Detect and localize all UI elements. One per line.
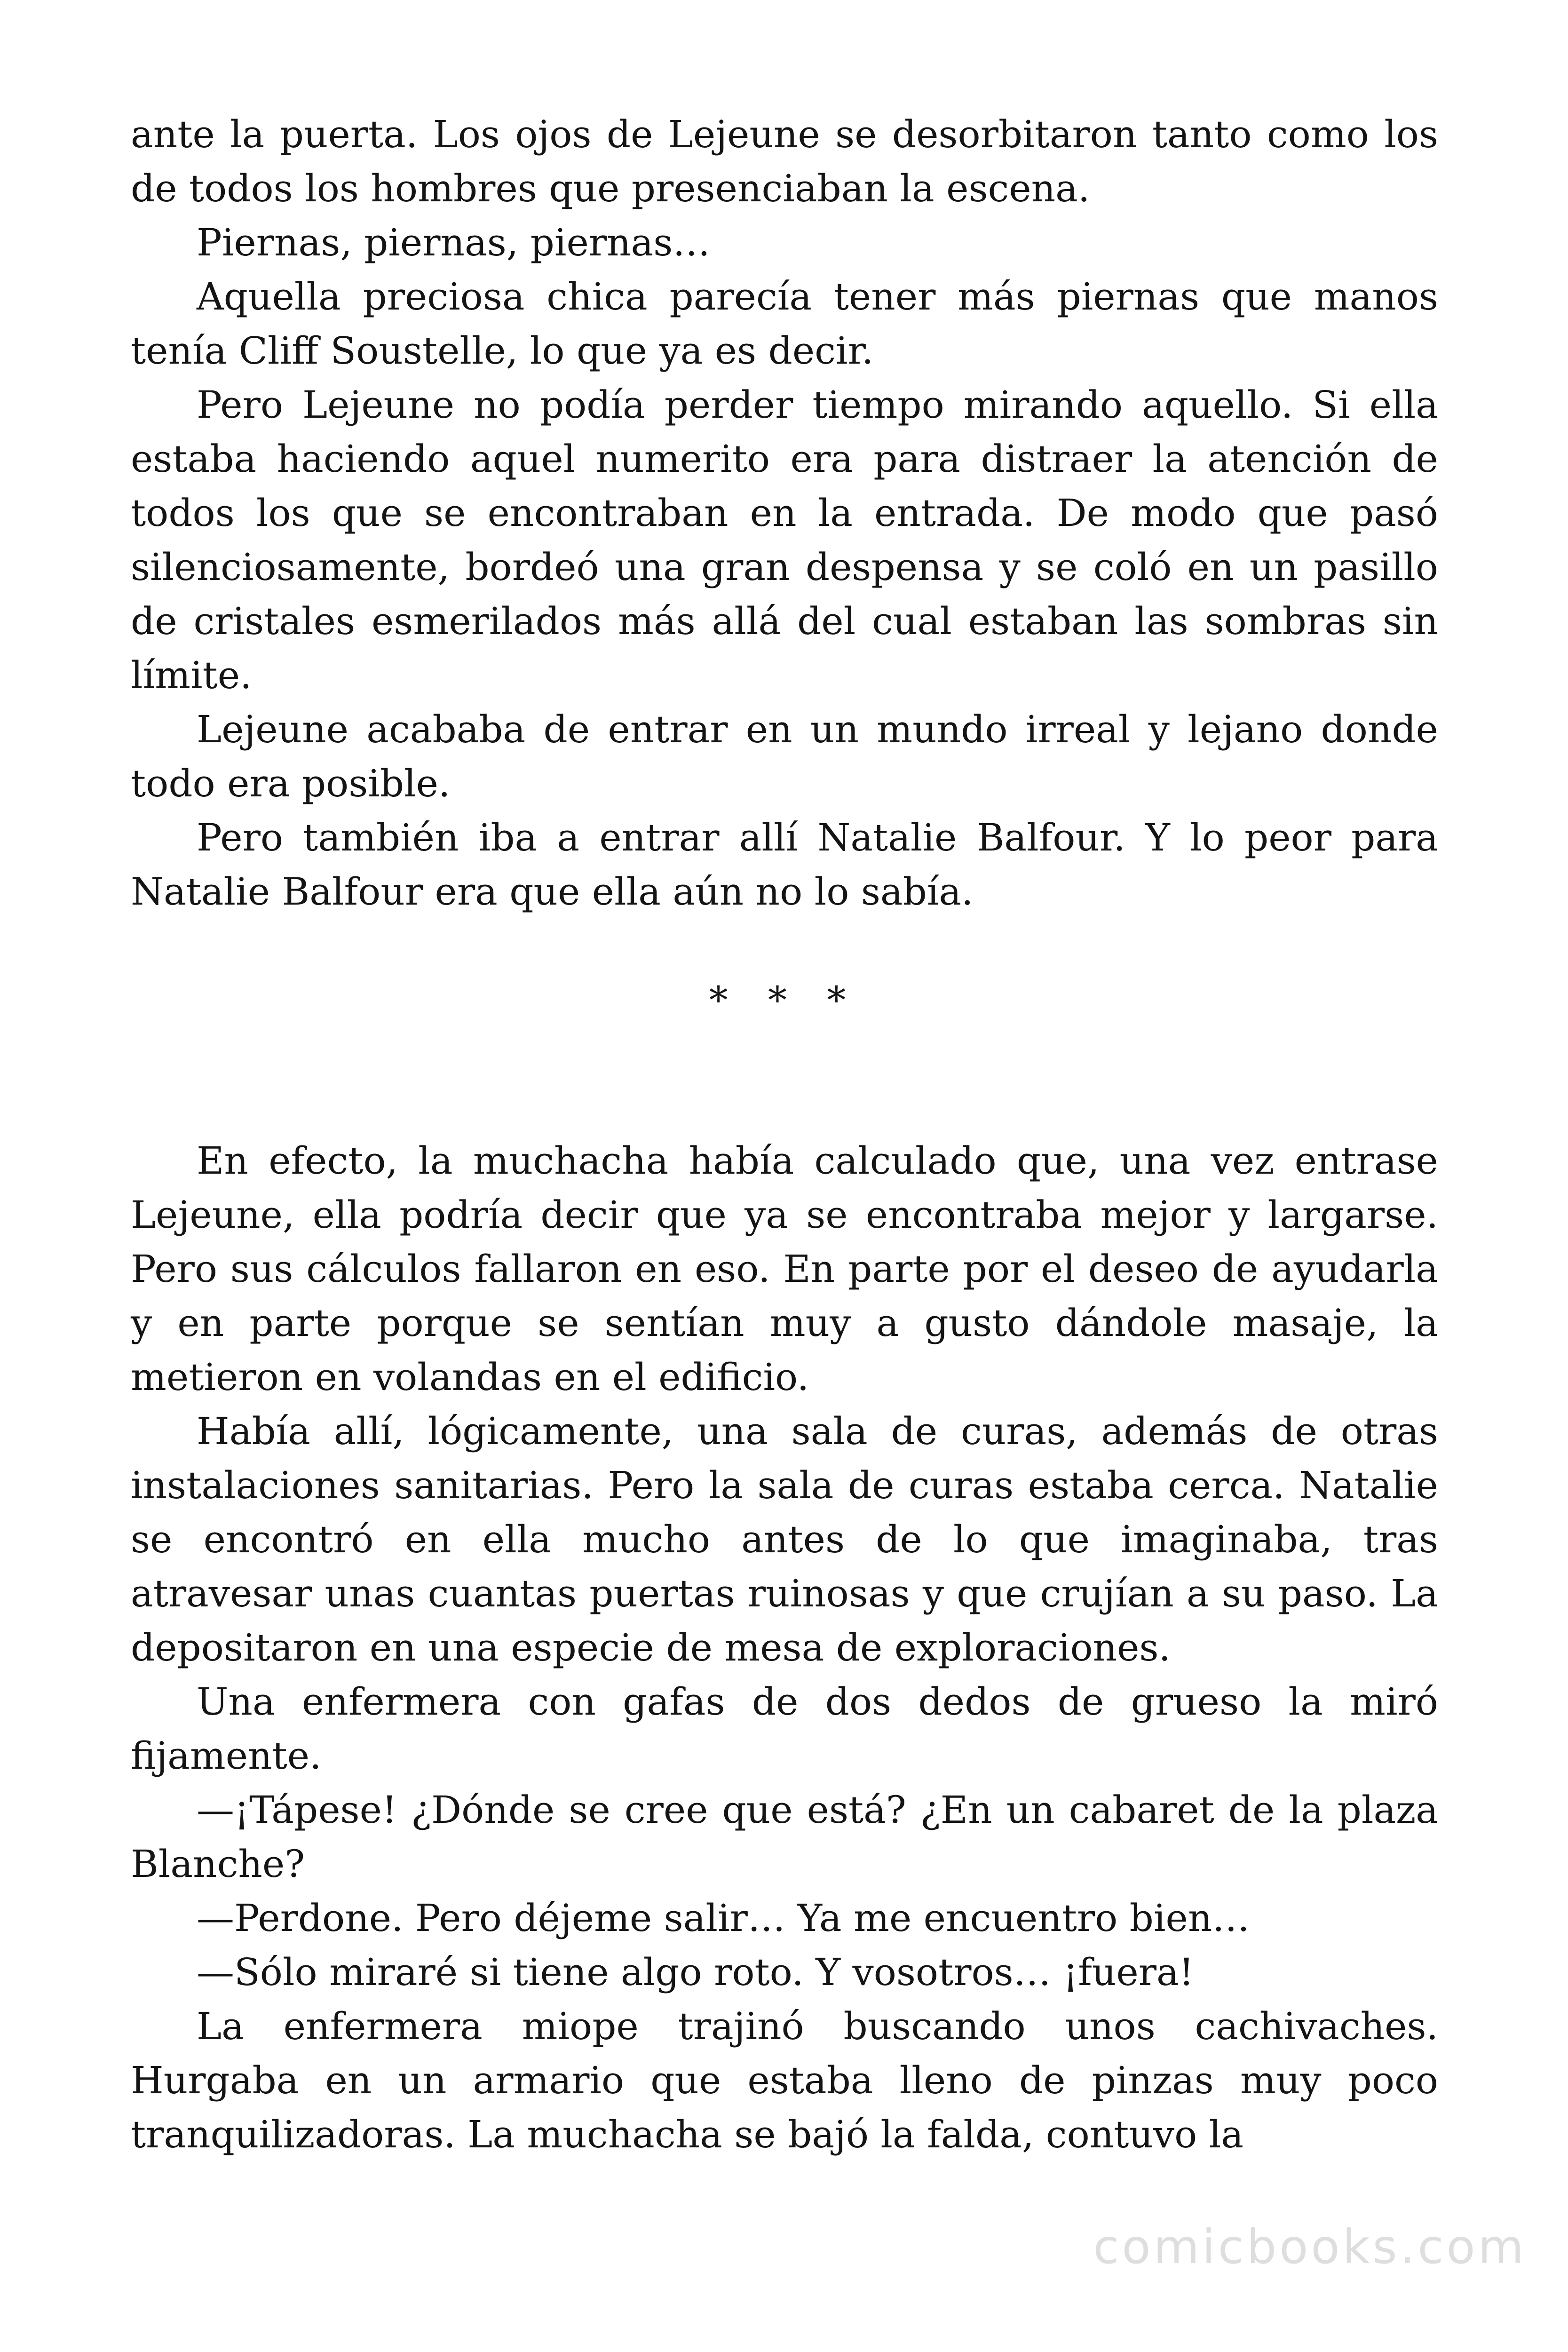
paragraph: —¡Tápese! ¿Dónde se cree que está? ¿En un cabaret de la plaza Blanche? <box>131 1788 1438 1886</box>
paragraph: —Perdone. Pero déjeme salir… Ya me encuentro bien… <box>197 1896 1250 1940</box>
paragraph: Pero también iba a entrar allí Natalie Balfour. Y lo peor para Natalie Balfour era que ella aún no lo sabía. <box>131 816 1438 914</box>
paragraph: ante la puerta. Los ojos de Lejeune se desorbitaron tanto como los de todos los hombres que presenciaban la escena. <box>131 112 1438 210</box>
paragraph: Piernas, piernas, piernas… <box>197 221 711 264</box>
paragraph: Una enfermera con gafas de dos dedos de grueso la miró fijamente. <box>131 1680 1438 1778</box>
paragraph: Lejeune acababa de entrar en un mundo irreal y lejano donde todo era posible. <box>131 707 1438 805</box>
paragraph: En efecto, la muchacha había calculado que, una vez entrase Lejeune, ella podría decir que ya se encontraba mejor y largarse. Pero sus cálculos fallaron en eso. En parte por el deseo de ayudarla y en parte porque se sentían muy a gusto dándole masaje, la metieron en volandas en el edificio. <box>131 1139 1438 1399</box>
paragraph: —Sólo miraré si tiene algo roto. Y vosotros… ¡fuera! <box>197 1950 1194 1994</box>
paragraph: Aquella preciosa chica parecía tener más piernas que manos tenía Cliff Soustelle, lo que ya es decir. <box>131 275 1438 373</box>
paragraph: Pero Lejeune no podía perder tiempo mirando aquello. Si ella estaba haciendo aquel numerito era para distraer la atención de todos los que se encontraban en la entrada. De modo que pasó silenciosamente, bordeó una gran despensa y se coló en un pasillo de cristales esmerilados más allá del cual estaban las sombras sin límite. <box>131 383 1438 697</box>
page-body <box>131 107 1438 2161</box>
paragraph: La enfermera miope trajinó buscando unos cachivaches. Hurgaba en un armario que estaba lleno de pinzas muy poco tranquilizadoras. La muchacha se bajó la falda, contuvo la <box>131 2004 1438 2156</box>
section-separator: * * * <box>709 978 860 1022</box>
paragraph: Había allí, lógicamente, una sala de curas, además de otras instalaciones sanitarias. Pero la sala de curas estaba cerca. Natalie se encontró en ella mucho antes de lo que imaginaba, tras atravesar unas cuantas puertas ruinosas y que crujían a su paso. La depositaron en una especie de mesa de exploraciones. <box>131 1409 1438 1669</box>
watermark: comicbooks.com <box>1093 2219 1527 2274</box>
